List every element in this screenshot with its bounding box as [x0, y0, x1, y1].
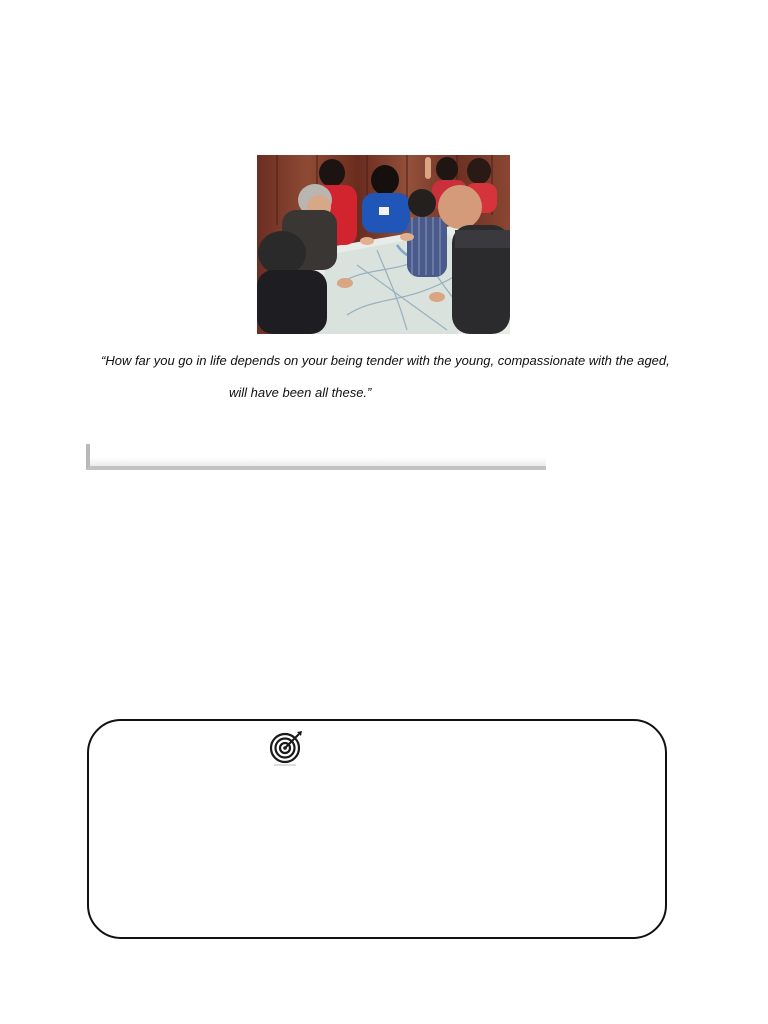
quote-line-2: will have been all these.”	[229, 385, 372, 400]
photo-illustration	[257, 155, 510, 334]
group-map-photo	[257, 155, 510, 334]
objectives-box	[87, 719, 667, 939]
quote-line-1: “How far you go in life depends on your being tender with the young, compassionate with the aged,	[101, 353, 670, 368]
target-icon-graphic	[268, 729, 304, 767]
section-heading-bar	[86, 444, 546, 470]
target-icon	[268, 729, 304, 767]
